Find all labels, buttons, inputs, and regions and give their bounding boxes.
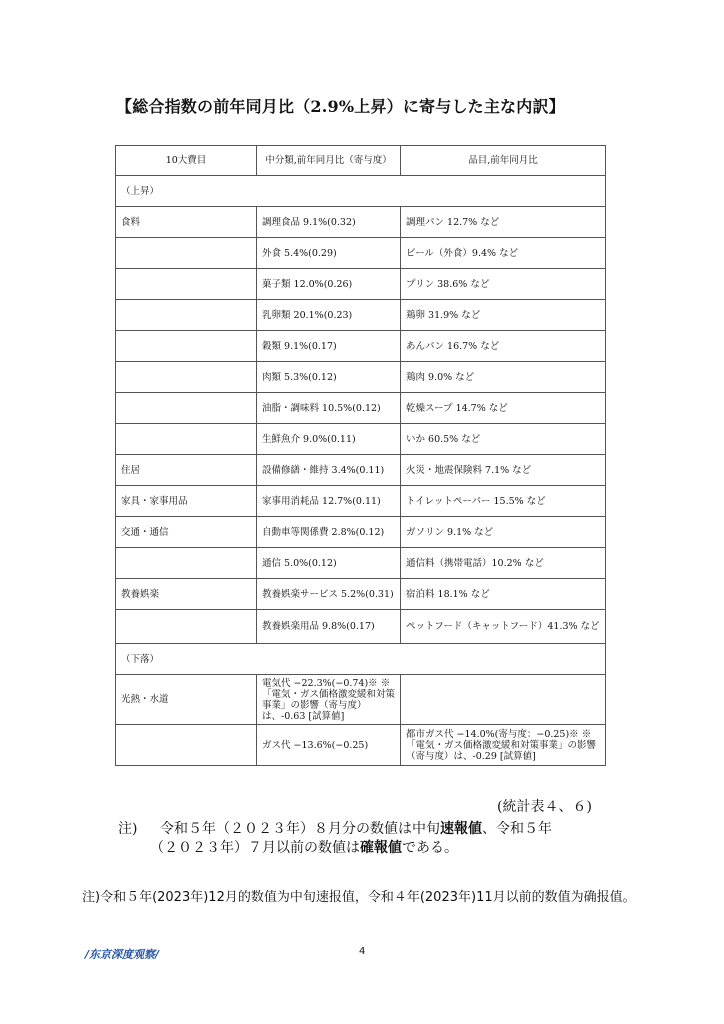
- header-category: 10大費目: [116, 146, 257, 176]
- cell-item: 調理パン 12.7% など: [401, 207, 606, 238]
- cell-item: 通信料（携帯電話）10.2% など: [401, 548, 606, 579]
- table-row: [116, 517, 606, 548]
- cell-item: [401, 675, 606, 725]
- cell-category: [116, 610, 257, 644]
- cell-subcategory: 教養娯楽用品 9.8%(0.17): [257, 610, 401, 644]
- cell-subcategory: 通信 5.0%(0.12): [257, 548, 401, 579]
- table-row: [116, 207, 606, 238]
- header-item: 品目,前年同月比: [401, 146, 606, 176]
- table-row: [116, 675, 606, 725]
- cell-category: 家具・家事用品: [116, 486, 257, 517]
- cell-subcategory: 設備修繕・維持 3.4%(0.11): [257, 455, 401, 486]
- cell-item: プリン 38.6% など: [401, 269, 606, 300]
- cell-subcategory: 穀類 9.1%(0.17): [257, 331, 401, 362]
- table-row: [116, 548, 606, 579]
- header-subcategory: 中分類,前年同月比（寄与度）: [257, 146, 401, 176]
- cell-category: [116, 424, 257, 455]
- note-text-1: 令和５年（２０２３年）８月分の数値は中旬: [160, 821, 440, 837]
- page-number: 4: [359, 946, 366, 957]
- table-row: [116, 486, 606, 517]
- cell-category: [116, 393, 257, 424]
- cell-item: あんパン 16.7% など: [401, 331, 606, 362]
- contribution-table: [115, 145, 606, 766]
- cell-category: [116, 548, 257, 579]
- cell-category: [116, 362, 257, 393]
- cell-item: 宿泊料 18.1% など: [401, 579, 606, 610]
- cell-item: ペットフード（キャットフード）41.3% など: [401, 610, 606, 644]
- cell-subcategory: 自動車等関係費 2.8%(0.12): [257, 517, 401, 548]
- cell-subcategory: 菓子類 12.0%(0.26): [257, 269, 401, 300]
- cell-subcategory: 生鮮魚介 9.0%(0.11): [257, 424, 401, 455]
- table-row: [116, 393, 606, 424]
- table-row: [116, 610, 606, 644]
- cell-category: 食料: [116, 207, 257, 238]
- cell-item: 都市ガス代 −14.0%(寄与度：−0.25)※ ※「電気・ガス価格激変緩和対策事業」の影響（寄与度）は、-0.29 [試算値]: [401, 725, 606, 766]
- table-row: [116, 725, 606, 766]
- table-row: [116, 300, 606, 331]
- note-text-2: 、令和５年: [482, 821, 552, 837]
- section-label-up: （上昇）: [116, 176, 606, 207]
- cell-subcategory: 電気代 −22.3%(−0.74)※ ※「電気・ガス価格激変緩和対策事業」の影響（寄与度）は、-0.63 [試算値]: [257, 675, 401, 725]
- table-row: [116, 362, 606, 393]
- cell-category: 光熱・水道: [116, 675, 257, 725]
- source-note: (統計表４、６): [497, 799, 592, 815]
- cell-item: ビール（外食）9.4% など: [401, 238, 606, 269]
- note-label: 注): [118, 821, 138, 837]
- cell-subcategory: ガス代 −13.6%(−0.25): [257, 725, 401, 766]
- cell-category: [116, 238, 257, 269]
- cell-category: [116, 269, 257, 300]
- cell-category: [116, 331, 257, 362]
- cell-category: 住居: [116, 455, 257, 486]
- cell-subcategory: 外食 5.4%(0.29): [257, 238, 401, 269]
- table-row: [116, 269, 606, 300]
- cell-subcategory: 乳卵類 20.1%(0.23): [257, 300, 401, 331]
- note-bold-1: 速報値: [440, 821, 482, 837]
- note-line-2: [118, 839, 598, 858]
- cell-subcategory: 調理食品 9.1%(0.32): [257, 207, 401, 238]
- cell-item: 鶏卵 31.9% など: [401, 300, 606, 331]
- note-japanese: [118, 820, 598, 858]
- brand-logo-text: /东京深度观察/: [85, 948, 160, 961]
- cell-category: 教養娯楽: [116, 579, 257, 610]
- cell-category: [116, 300, 257, 331]
- note-bold-2: 確報値: [360, 840, 402, 856]
- table-row: [116, 331, 606, 362]
- note-text-4: である。: [402, 840, 458, 856]
- note-text-3: （２０２３年）７月以前の数値は: [150, 840, 360, 856]
- cell-subcategory: 教養娯楽サービス 5.2%(0.31): [257, 579, 401, 610]
- cell-subcategory: 家事用消耗品 12.7%(0.11): [257, 486, 401, 517]
- section-row-down: [116, 644, 606, 675]
- section-label-down: （下落）: [116, 644, 606, 675]
- table-header-row: [116, 146, 606, 176]
- cell-item: 火災・地震保険料 7.1% など: [401, 455, 606, 486]
- cell-category: 交通・通信: [116, 517, 257, 548]
- cell-item: トイレットペーパー 15.5% など: [401, 486, 606, 517]
- cell-item: 乾燥スープ 14.7% など: [401, 393, 606, 424]
- cell-subcategory: 肉類 5.3%(0.12): [257, 362, 401, 393]
- cell-subcategory: 油脂・調味料 10.5%(0.12): [257, 393, 401, 424]
- cell-item: ガソリン 9.1% など: [401, 517, 606, 548]
- table-row: [116, 424, 606, 455]
- cell-item: 鶏肉 9.0% など: [401, 362, 606, 393]
- table-row: [116, 579, 606, 610]
- table-row: [116, 455, 606, 486]
- cell-category: [116, 725, 257, 766]
- section-row-up: [116, 176, 606, 207]
- cell-item: いか 60.5% など: [401, 424, 606, 455]
- table-row: [116, 238, 606, 269]
- page-title: 【総合指数の前年同月比（2.9%上昇）に寄与した主な内訳】: [116, 97, 565, 116]
- note-chinese: 注)令和５年(2023年)12月的数值为中旬速报值，令和４年(2023年)11月以前的数值为确报值。: [82, 890, 636, 905]
